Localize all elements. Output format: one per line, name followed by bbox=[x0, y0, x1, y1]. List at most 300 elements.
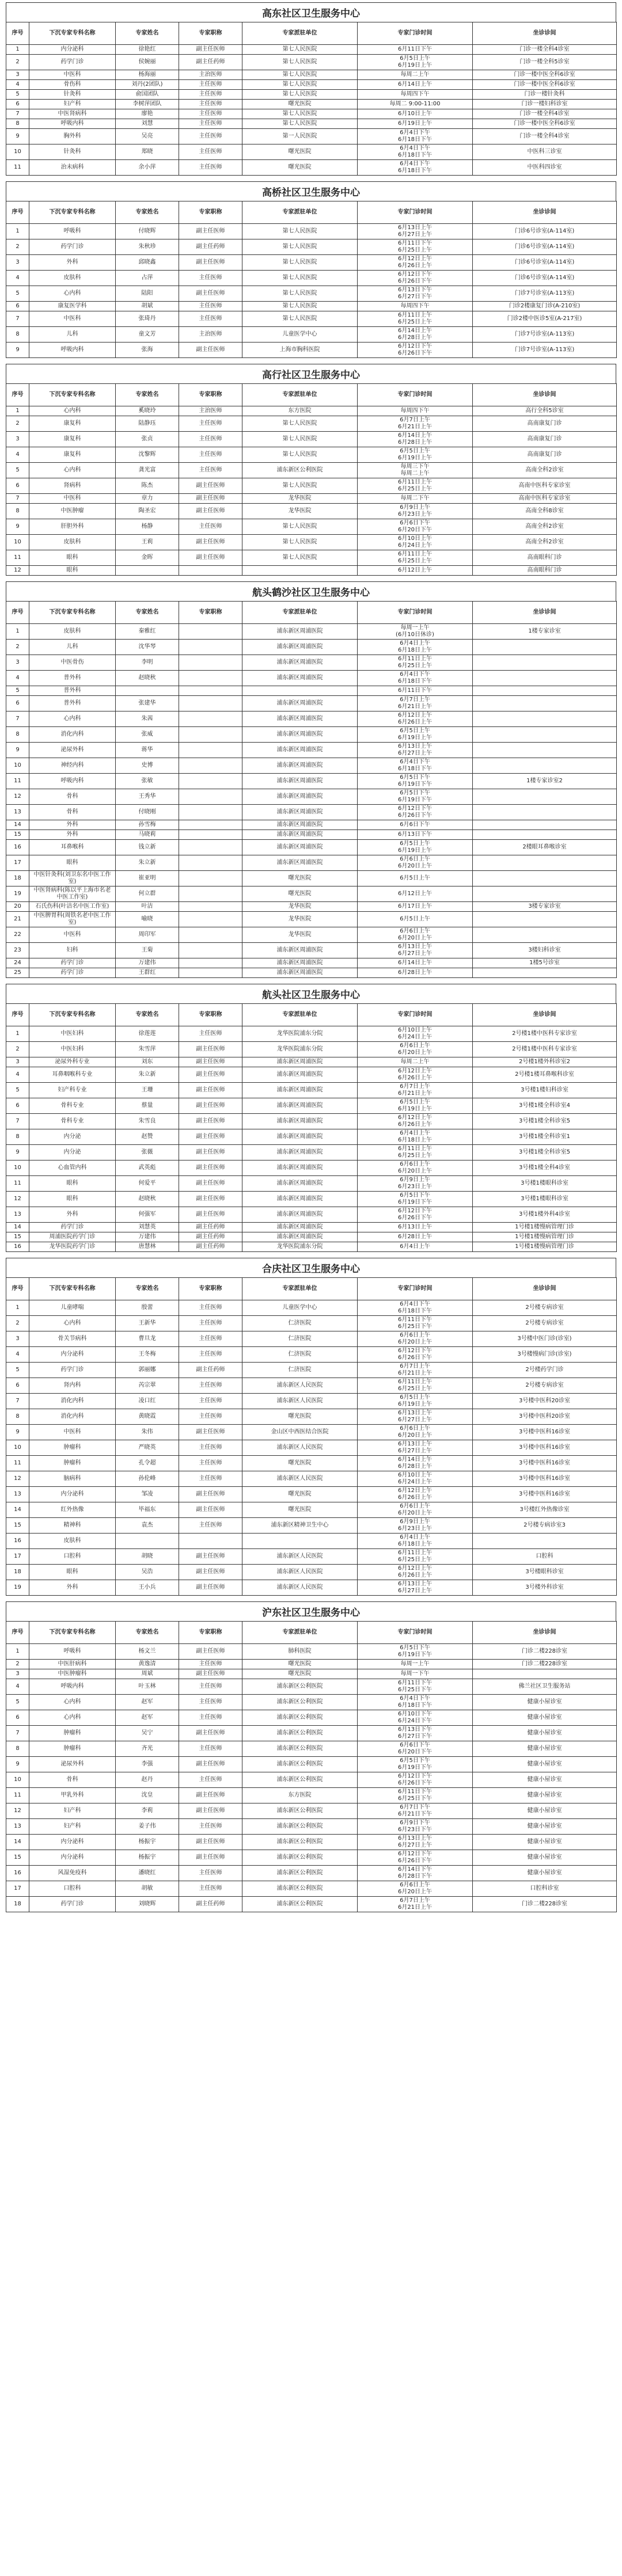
clinic-time: 6月4日上午 6月18日上午 bbox=[358, 1534, 473, 1549]
row-number: 23 bbox=[6, 943, 29, 958]
expert-unit: 浦东新区周浦医院 bbox=[242, 1083, 358, 1098]
row-number: 18 bbox=[6, 871, 29, 886]
table-row bbox=[6, 224, 617, 239]
clinic-room bbox=[473, 743, 617, 758]
clinic-time: 6月28日上午 bbox=[358, 968, 473, 978]
table-row bbox=[6, 286, 617, 302]
schedule-document bbox=[6, 2, 616, 1912]
schedule-table bbox=[6, 22, 617, 176]
row-number: 4 bbox=[6, 447, 29, 463]
expert-unit: 浦东新区公利医院 bbox=[242, 1772, 358, 1788]
clinic-time: 6月5日下午 6月19日下午 bbox=[358, 1644, 473, 1660]
specialty: 肿瘤科 bbox=[29, 1726, 116, 1741]
table-row bbox=[6, 1176, 617, 1192]
expert-unit: 浦东新区周浦医院 bbox=[242, 820, 358, 830]
expert-name: 郭丽娜 bbox=[116, 1363, 179, 1378]
clinic-time: 6月5日上午 6月19日上午 bbox=[358, 840, 473, 855]
table-row bbox=[6, 311, 617, 327]
expert-name: 刘慧 bbox=[116, 119, 179, 129]
expert-name: 孔令超 bbox=[116, 1456, 179, 1471]
expert-name: 邱晓鑫 bbox=[116, 255, 179, 271]
clinic-room: 门诊一楼中医全科6诊室 bbox=[473, 80, 617, 90]
row-number: 11 bbox=[6, 1788, 29, 1803]
clinic-time: 6月10日下午 6月24日下午 bbox=[358, 1710, 473, 1726]
column-header: 专家派驻单位 bbox=[242, 1004, 358, 1026]
clinic-time: 6月11日上午 6月25日上午 bbox=[358, 655, 473, 671]
expert-unit: 浦东新区周浦医院 bbox=[242, 855, 358, 871]
row-number: 3 bbox=[6, 255, 29, 271]
expert-title: 副主任药师 bbox=[179, 1223, 242, 1232]
expert-title bbox=[179, 886, 242, 902]
expert-name: 钱立新 bbox=[116, 840, 179, 855]
clinic-room bbox=[473, 655, 617, 671]
specialty: 精神科 bbox=[29, 1518, 116, 1534]
row-number: 14 bbox=[6, 1502, 29, 1518]
row-number: 6 bbox=[6, 302, 29, 311]
clinic-room: 门诊一楼妇科诊室 bbox=[473, 100, 617, 109]
table-row bbox=[6, 1803, 617, 1819]
expert-name: 邹凌 bbox=[116, 1487, 179, 1502]
row-number: 3 bbox=[6, 1669, 29, 1679]
expert-name: 黄逸清 bbox=[116, 1660, 179, 1669]
table-row bbox=[6, 519, 617, 535]
expert-title: 主任医师 bbox=[179, 1741, 242, 1757]
clinic-time: 6月4日下午 6月18日下午 bbox=[358, 144, 473, 160]
specialty: 心内科 bbox=[29, 1695, 116, 1710]
specialty: 药学门诊 bbox=[29, 1897, 116, 1912]
clinic-time: 6月11日上午 6月25日上午 bbox=[358, 1145, 473, 1160]
table-row bbox=[6, 1145, 617, 1160]
column-header: 专家派驻单位 bbox=[242, 201, 358, 224]
table-row bbox=[6, 1242, 617, 1252]
clinic-time: 6月12日上午 6月26日上午 bbox=[358, 255, 473, 271]
column-header: 序号 bbox=[6, 384, 29, 406]
clinic-room: 高南全科2诊室 bbox=[473, 535, 617, 550]
column-header: 专家派驻单位 bbox=[242, 602, 358, 624]
section-title: 高东社区卫生服务中心 bbox=[6, 2, 616, 22]
clinic-room: 高南中医科专家诊室 bbox=[473, 494, 617, 504]
specialty: 中医肾病科 bbox=[29, 109, 116, 119]
clinic-room: 门诊二楼228诊室 bbox=[473, 1644, 617, 1660]
expert-name: 刘东 bbox=[116, 1057, 179, 1067]
expert-name bbox=[116, 686, 179, 696]
clinic-time: 6月4日上午 6月18日上午 bbox=[358, 1129, 473, 1145]
table-row bbox=[6, 1897, 617, 1912]
expert-unit: 东方医院 bbox=[242, 1788, 358, 1803]
row-number: 1 bbox=[6, 45, 29, 55]
expert-unit: 浦东新区人民医院 bbox=[242, 1580, 358, 1596]
expert-unit: 肺科医院 bbox=[242, 1644, 358, 1660]
column-header: 专家姓名 bbox=[116, 22, 179, 45]
table-row bbox=[6, 160, 617, 176]
specialty: 中医骨伤 bbox=[29, 655, 116, 671]
clinic-room: 2号楼专病诊室 bbox=[473, 1316, 617, 1331]
clinic-time: 6月14日上午 6月28日上午 bbox=[358, 432, 473, 447]
expert-unit: 上海市胸科医院 bbox=[242, 343, 358, 358]
expert-unit: 曙光医院 bbox=[242, 1502, 358, 1518]
column-header: 序号 bbox=[6, 22, 29, 45]
expert-name: 徐莲莲 bbox=[116, 1026, 179, 1042]
expert-unit: 浦东新区公利医院 bbox=[242, 463, 358, 478]
specialty: 外科 bbox=[29, 820, 116, 830]
clinic-time: 6月4日上午 bbox=[358, 1242, 473, 1252]
specialty: 内分泌 bbox=[29, 1145, 116, 1160]
table-row bbox=[6, 1232, 617, 1242]
clinic-room: 3号楼中医科20诊室 bbox=[473, 1409, 617, 1425]
expert-title bbox=[179, 830, 242, 840]
row-number: 19 bbox=[6, 1580, 29, 1596]
expert-unit: 曙光医院 bbox=[242, 871, 358, 886]
expert-unit: 浦东新区周浦医院 bbox=[242, 1207, 358, 1223]
clinic-room bbox=[473, 686, 617, 696]
expert-title bbox=[179, 624, 242, 640]
expert-title: 主任医师 bbox=[179, 1710, 242, 1726]
expert-unit: 仁济医院 bbox=[242, 1316, 358, 1331]
column-header: 专家门诊时间 bbox=[358, 1004, 473, 1026]
specialty: 内分泌 bbox=[29, 1129, 116, 1145]
expert-name: 张贞 bbox=[116, 432, 179, 447]
expert-name: 马晓莉 bbox=[116, 830, 179, 840]
specialty: 针灸科 bbox=[29, 90, 116, 100]
clinic-room bbox=[473, 927, 617, 943]
clinic-room: 门诊6号诊室(A-114室) bbox=[473, 271, 617, 286]
expert-name: 严晓英 bbox=[116, 1440, 179, 1456]
expert-name: 齐光 bbox=[116, 1741, 179, 1757]
expert-unit: 浦东新区公利医院 bbox=[242, 1757, 358, 1772]
expert-name: 吴亮 bbox=[116, 129, 179, 144]
expert-title: 副主任医师 bbox=[179, 1803, 242, 1819]
clinic-room bbox=[473, 1534, 617, 1549]
clinic-time: 6月5日上午 6月19日上午 bbox=[358, 447, 473, 463]
expert-title bbox=[179, 655, 242, 671]
clinic-time: 6月7日上午 6月21日上午 bbox=[358, 1363, 473, 1378]
clinic-room: 门诊一楼全科4诊室 bbox=[473, 109, 617, 119]
clinic-time: 6月5日上午 bbox=[358, 871, 473, 886]
specialty: 中医科 bbox=[29, 494, 116, 504]
expert-name: 王秀华 bbox=[116, 789, 179, 805]
expert-name: 俞国团队 bbox=[116, 90, 179, 100]
table-row bbox=[6, 80, 617, 90]
specialty: 妇产科专业 bbox=[29, 1083, 116, 1098]
expert-name: 陆阳 bbox=[116, 286, 179, 302]
center-section bbox=[6, 984, 616, 1252]
specialty: 消化内科 bbox=[29, 1394, 116, 1409]
row-number: 1 bbox=[6, 1644, 29, 1660]
clinic-time: 6月9日上午 6月23日上午 bbox=[358, 504, 473, 519]
expert-title bbox=[179, 789, 242, 805]
expert-title bbox=[179, 871, 242, 886]
specialty: 皮肤科 bbox=[29, 1534, 116, 1549]
clinic-room bbox=[473, 871, 617, 886]
expert-name: 张薇 bbox=[116, 1145, 179, 1160]
clinic-room: 高南全科8诊室 bbox=[473, 504, 617, 519]
expert-unit: 第七人民医院 bbox=[242, 416, 358, 432]
column-header: 专家职称 bbox=[179, 1004, 242, 1026]
expert-unit: 东方医院 bbox=[242, 406, 358, 416]
expert-unit: 第七人民医院 bbox=[242, 224, 358, 239]
clinic-room: 3号楼中医科16诊室 bbox=[473, 1425, 617, 1440]
expert-name: 杨振宇 bbox=[116, 1835, 179, 1850]
row-number: 7 bbox=[6, 311, 29, 327]
clinic-time: 6月5日上午 6月19日上午 bbox=[358, 727, 473, 743]
specialty: 心内科 bbox=[29, 286, 116, 302]
expert-unit bbox=[242, 566, 358, 576]
row-number: 9 bbox=[6, 343, 29, 358]
expert-name: 赵军 bbox=[116, 1710, 179, 1726]
expert-title: 副主任医师 bbox=[179, 1207, 242, 1223]
expert-title bbox=[179, 902, 242, 912]
specialty: 肿瘤科 bbox=[29, 1440, 116, 1456]
column-header: 下沉专家专科名称 bbox=[29, 22, 116, 45]
clinic-room: 3号楼1楼外科4诊室 bbox=[473, 1207, 617, 1223]
clinic-room: 高南眼科门诊 bbox=[473, 566, 617, 576]
expert-name: 胡敏 bbox=[116, 1881, 179, 1897]
specialty: 呼吸科 bbox=[29, 1644, 116, 1660]
table-row bbox=[6, 727, 617, 743]
column-header: 序号 bbox=[6, 1622, 29, 1644]
row-number: 11 bbox=[6, 774, 29, 789]
row-number: 3 bbox=[6, 1331, 29, 1347]
expert-name: 赵晓秋 bbox=[116, 671, 179, 686]
specialty: 康复医学科 bbox=[29, 302, 116, 311]
column-header: 专家派驻单位 bbox=[242, 1622, 358, 1644]
row-number: 6 bbox=[6, 1098, 29, 1114]
clinic-room: 2号楼专病诊室 bbox=[473, 1300, 617, 1316]
expert-name: 杨静 bbox=[116, 519, 179, 535]
row-number: 1 bbox=[6, 224, 29, 239]
row-number: 17 bbox=[6, 855, 29, 871]
schedule-table bbox=[6, 1003, 617, 1252]
expert-unit: 浦东新区周浦医院 bbox=[242, 1232, 358, 1242]
clinic-room: 3号楼红外热像诊室 bbox=[473, 1502, 617, 1518]
clinic-time: 6月4日下午 6月18日下午 bbox=[358, 1300, 473, 1316]
clinic-room bbox=[473, 640, 617, 655]
specialty: 眼科 bbox=[29, 1176, 116, 1192]
clinic-time: 6月6日上午 6月20日上午 bbox=[358, 1331, 473, 1347]
table-row bbox=[6, 958, 617, 968]
row-number: 2 bbox=[6, 239, 29, 255]
clinic-room: 健康小屋诊室 bbox=[473, 1741, 617, 1757]
expert-title: 主任医师 bbox=[179, 1518, 242, 1534]
clinic-time: 6月7日上午 6月21日上午 bbox=[358, 1897, 473, 1912]
row-number: 17 bbox=[6, 1881, 29, 1897]
expert-unit: 第七人民医院 bbox=[242, 311, 358, 327]
specialty: 肾病科 bbox=[29, 478, 116, 494]
expert-unit: 浦东新区周浦医院 bbox=[242, 830, 358, 840]
table-row bbox=[6, 432, 617, 447]
row-number: 4 bbox=[6, 1347, 29, 1363]
table-row bbox=[6, 1866, 617, 1881]
specialty: 风湿免疫科 bbox=[29, 1866, 116, 1881]
table-row bbox=[6, 1471, 617, 1487]
section-title: 高桥社区卫生服务中心 bbox=[6, 181, 616, 201]
clinic-room: 门诊一楼针灸科 bbox=[473, 90, 617, 100]
expert-name: 赵丹 bbox=[116, 1772, 179, 1788]
header-row bbox=[6, 602, 617, 624]
specialty: 中医科 bbox=[29, 70, 116, 80]
expert-unit: 龙华医院 bbox=[242, 912, 358, 927]
table-row bbox=[6, 406, 617, 416]
table-row bbox=[6, 1534, 617, 1549]
specialty: 针灸科 bbox=[29, 144, 116, 160]
expert-name: 周斌 bbox=[116, 1669, 179, 1679]
expert-unit: 浦东新区周浦医院 bbox=[242, 1067, 358, 1083]
schedule-table bbox=[6, 1277, 617, 1596]
expert-title: 主任医师 bbox=[179, 1026, 242, 1042]
table-row bbox=[6, 504, 617, 519]
expert-name: 孙伦峰 bbox=[116, 1471, 179, 1487]
expert-name: 赵赞 bbox=[116, 1129, 179, 1145]
expert-name: 奚晓玲 bbox=[116, 406, 179, 416]
section-title: 沪东社区卫生服务中心 bbox=[6, 1601, 616, 1621]
expert-unit: 浦东新区公利医院 bbox=[242, 1741, 358, 1757]
expert-name: 姜子伟 bbox=[116, 1819, 179, 1835]
clinic-time: 6月13日上午 6月27日上午 bbox=[358, 943, 473, 958]
table-row bbox=[6, 144, 617, 160]
specialty: 骨关节病科 bbox=[29, 1331, 116, 1347]
expert-unit bbox=[242, 686, 358, 696]
clinic-time: 6月17日上午 bbox=[358, 902, 473, 912]
row-number: 8 bbox=[6, 504, 29, 519]
clinic-time: 6月12日下午 6月26日下午 bbox=[358, 271, 473, 286]
row-number: 15 bbox=[6, 1232, 29, 1242]
clinic-time: 6月9日下午 6月23日下午 bbox=[358, 1819, 473, 1835]
expert-name: 沈皇 bbox=[116, 1788, 179, 1803]
row-number: 4 bbox=[6, 80, 29, 90]
clinic-time: 6月5日上午 6月19日上午 bbox=[358, 55, 473, 70]
column-header: 序号 bbox=[6, 201, 29, 224]
expert-unit: 仁济医院 bbox=[242, 1331, 358, 1347]
clinic-room: 3号楼1楼全科诊室5 bbox=[473, 1145, 617, 1160]
row-number: 6 bbox=[6, 1710, 29, 1726]
table-row bbox=[6, 1660, 617, 1669]
clinic-room: 2楼眼耳鼻喉诊室 bbox=[473, 840, 617, 855]
expert-unit: 浦东新区周浦医院 bbox=[242, 1098, 358, 1114]
column-header: 专家职称 bbox=[179, 1622, 242, 1644]
clinic-room: 佛兰社区卫生服务站 bbox=[473, 1679, 617, 1695]
expert-name: 王冬梅 bbox=[116, 1347, 179, 1363]
specialty: 耳鼻喉科 bbox=[29, 840, 116, 855]
clinic-room: 3楼专家诊室 bbox=[473, 902, 617, 912]
table-row bbox=[6, 1695, 617, 1710]
expert-title: 主任医师 bbox=[179, 144, 242, 160]
expert-unit: 龙华医院 bbox=[242, 927, 358, 943]
clinic-time: 6月11日下午 6月25日下午 bbox=[358, 1316, 473, 1331]
expert-title: 主治医师 bbox=[179, 406, 242, 416]
row-number: 9 bbox=[6, 1757, 29, 1772]
expert-name: 付晓辉 bbox=[116, 224, 179, 239]
table-row bbox=[6, 1549, 617, 1565]
specialty: 中医科 bbox=[29, 311, 116, 327]
table-row bbox=[6, 494, 617, 504]
specialty: 眼科 bbox=[29, 1565, 116, 1580]
clinic-time: 6月10日上午 6月24日上午 bbox=[358, 1471, 473, 1487]
table-row bbox=[6, 1726, 617, 1741]
table-row bbox=[6, 855, 617, 871]
row-number: 12 bbox=[6, 566, 29, 576]
clinic-room bbox=[473, 671, 617, 686]
specialty: 药学门诊 bbox=[29, 1223, 116, 1232]
expert-title: 副主任医师 bbox=[179, 494, 242, 504]
table-row bbox=[6, 1347, 617, 1363]
specialty: 中医脾胃科(周铁名老中医工作室) bbox=[29, 912, 116, 927]
expert-title: 主任医师 bbox=[179, 416, 242, 432]
row-number: 8 bbox=[6, 1741, 29, 1757]
expert-unit: 浦东新区公利医院 bbox=[242, 1866, 358, 1881]
expert-title: 主任医师 bbox=[179, 1347, 242, 1363]
expert-unit: 第七人民医院 bbox=[242, 271, 358, 286]
table-row bbox=[6, 943, 617, 958]
clinic-time: 6月13日上午 6月27日上午 bbox=[358, 224, 473, 239]
clinic-room: 健康小屋诊室 bbox=[473, 1695, 617, 1710]
specialty: 骨科专业 bbox=[29, 1098, 116, 1114]
specialty: 肝胆外科 bbox=[29, 519, 116, 535]
expert-title bbox=[179, 743, 242, 758]
expert-name: 金晖 bbox=[116, 550, 179, 566]
expert-name: 李莉 bbox=[116, 1803, 179, 1819]
expert-name bbox=[116, 1534, 179, 1549]
expert-title: 主任医师 bbox=[179, 80, 242, 90]
center-section bbox=[6, 581, 616, 978]
specialty: 治未病科 bbox=[29, 160, 116, 176]
clinic-time: 每周一下午 bbox=[358, 1669, 473, 1679]
clinic-time: 6月10日上午 bbox=[358, 109, 473, 119]
table-row bbox=[6, 1192, 617, 1207]
expert-name: 章力 bbox=[116, 494, 179, 504]
expert-title bbox=[179, 840, 242, 855]
clinic-time: 6月6日上午 6月20日上午 bbox=[358, 1160, 473, 1176]
table-row bbox=[6, 830, 617, 840]
specialty: 泌尿外科 bbox=[29, 743, 116, 758]
table-row bbox=[6, 1083, 617, 1098]
specialty: 中医肿瘤科 bbox=[29, 1669, 116, 1679]
clinic-time: 6月13日上午 6月27日上午 bbox=[358, 1440, 473, 1456]
expert-name: 胡晓 bbox=[116, 1549, 179, 1565]
section-title: 高行社区卫生服务中心 bbox=[6, 364, 616, 383]
specialty: 胸外科 bbox=[29, 129, 116, 144]
column-header: 下沉专家专科名称 bbox=[29, 201, 116, 224]
clinic-room: 3号楼慢病门诊(诊室) bbox=[473, 1347, 617, 1363]
row-number: 6 bbox=[6, 1378, 29, 1394]
expert-title: 副主任医师 bbox=[179, 1502, 242, 1518]
column-header: 专家门诊时间 bbox=[358, 201, 473, 224]
clinic-room: 3号楼1楼全科4诊室 bbox=[473, 1160, 617, 1176]
expert-title bbox=[179, 711, 242, 727]
specialty: 石氏伤科(叶洁名中医工作室) bbox=[29, 902, 116, 912]
expert-unit: 浦东新区周浦医院 bbox=[242, 696, 358, 711]
table-row bbox=[6, 45, 617, 55]
table-row bbox=[6, 1440, 617, 1456]
table-row bbox=[6, 70, 617, 80]
expert-unit: 龙华医院浦东分院 bbox=[242, 1042, 358, 1057]
expert-title: 主任医师 bbox=[179, 311, 242, 327]
table-row bbox=[6, 1772, 617, 1788]
clinic-room: 3号楼1楼全科诊室5 bbox=[473, 1114, 617, 1129]
column-header: 专家姓名 bbox=[116, 384, 179, 406]
expert-title: 主任医师 bbox=[179, 1819, 242, 1835]
expert-title bbox=[179, 958, 242, 968]
expert-title: 副主任医师 bbox=[179, 1850, 242, 1866]
section-title: 航头社区卫生服务中心 bbox=[6, 984, 616, 1003]
expert-unit: 儿童医学中心 bbox=[242, 327, 358, 343]
expert-name: 赵晓秋 bbox=[116, 1192, 179, 1207]
expert-title: 主任医师 bbox=[179, 1456, 242, 1471]
expert-unit: 曙光医院 bbox=[242, 1660, 358, 1669]
row-number: 3 bbox=[6, 70, 29, 80]
header-row bbox=[6, 22, 617, 45]
row-number: 6 bbox=[6, 100, 29, 109]
clinic-time: 每周一上午 bbox=[358, 1660, 473, 1669]
